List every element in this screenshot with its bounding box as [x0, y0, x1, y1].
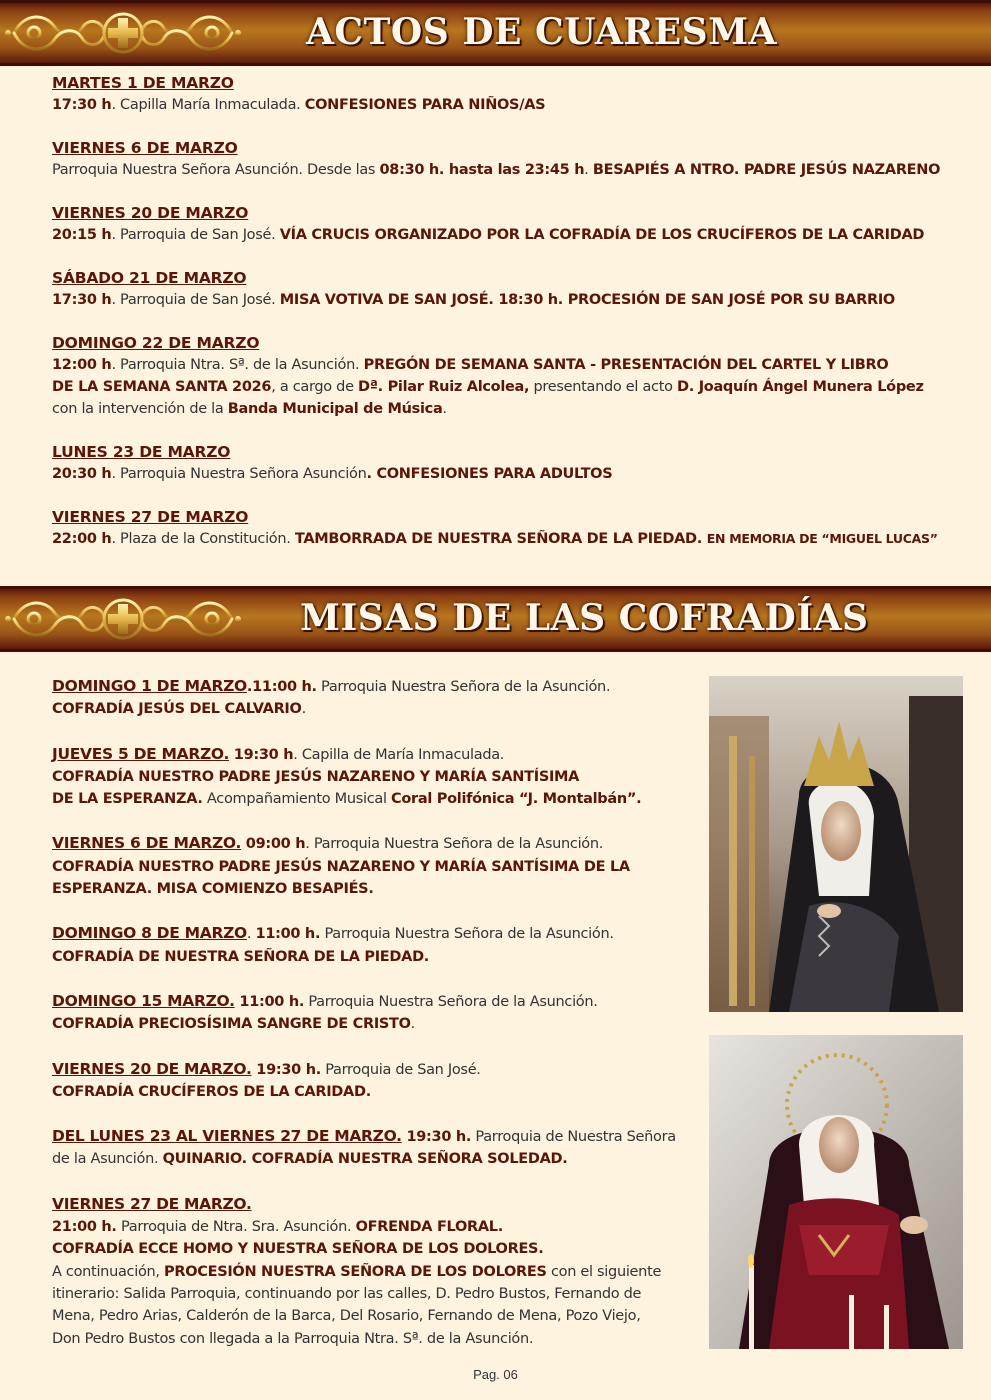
event-date: JUEVES 5 DE MARZO.: [52, 744, 230, 763]
event-highlight: 09:00 h: [241, 836, 306, 853]
event-highlight: COFRADÍA NUESTRO PADRE JESÚS NAZARENO Y MARÍA SANTÍSIMA: [52, 768, 580, 785]
event-highlight: COFRADÍA CRUCÍFEROS DE LA CARIDAD.: [52, 1083, 371, 1100]
ornament-icon: [4, 594, 242, 644]
event-text: Parroquia Nuestra Señora de la Asunción.: [316, 679, 611, 695]
event-text: Parroquia Nuestra Señora de la Asunción.: [304, 993, 598, 1010]
event-line: [52, 698, 702, 720]
event-highlight: Banda Municipal de Música: [227, 401, 443, 417]
event-line: [52, 1305, 702, 1327]
event-highlight: 08:30 h. hasta las 23:45 h: [379, 162, 585, 178]
event-highlight: COFRADÍA ECCE HOMO Y NUESTRA SEÑORA DE LOS DOLORES.: [52, 1241, 544, 1258]
event-highlight: BESAPIÉS A NTRO. PADRE JESÚS NAZARENO: [592, 162, 941, 178]
event-highlight: COFRADÍA JESÚS DEL CALVARIO: [52, 701, 302, 718]
event-highlight: COFRADÍA PRECIOSÍSIMA SANGRE DE CRISTO: [52, 1016, 411, 1033]
event-text: Parroquia Nuestra Señora de la Asunción.: [320, 926, 614, 943]
event-date: DOMINGO 22 DE MARZO: [52, 334, 260, 352]
event-date: DEL LUNES 23 AL VIERNES 27 DE MARZO.: [52, 1127, 402, 1146]
event-highlight: D. Joaquín Ángel Munera López: [677, 379, 924, 395]
mass-item: [52, 675, 702, 721]
event-item: [52, 332, 952, 420]
event-line: [52, 1283, 702, 1305]
event-item: [52, 506, 952, 550]
event-item: [52, 202, 952, 246]
event-line: [52, 1328, 702, 1350]
event-line: [52, 675, 702, 698]
event-line: [52, 94, 952, 116]
event-date: DOMINGO 8 DE MARZO: [52, 924, 247, 943]
event-highlight: 20:30 h: [52, 466, 112, 482]
event-highlight: VÍA CRUCIS ORGANIZADO POR LA COFRADÍA DE LOS CRUCÍFEROS DE LA CARIDAD: [279, 227, 925, 243]
event-date: DOMINGO 1 DE MARZO: [52, 677, 247, 695]
misas-list: [52, 675, 702, 1372]
event-line: [52, 832, 702, 855]
event-highlight: QUINARIO. COFRADÍA NUESTRA SEÑORA SOLEDAD.: [162, 1151, 568, 1168]
event-highlight: 22:00 h: [52, 531, 112, 547]
event-highlight: Dª. Pilar Ruiz Alcolea,: [358, 379, 530, 395]
event-line: [52, 922, 702, 945]
event-text: con el siguiente: [546, 1263, 662, 1280]
event-line: [52, 878, 702, 900]
event-highlight: 12:00 h: [52, 357, 112, 373]
section-banner-misas: [0, 586, 991, 652]
event-text: Parroquia de San José.: [320, 1061, 481, 1078]
event-line: [52, 224, 952, 246]
page-number: Pag. 06: [473, 1367, 518, 1382]
virgen-dolores-photo: [709, 1035, 963, 1349]
event-highlight: TAMBORRADA DE NUESTRA SEÑORA DE LA PIEDAD.: [294, 531, 707, 547]
event-text: . Parroquia Nuestra Señora Asunción: [111, 466, 367, 482]
event-date: LUNES 23 DE MARZO: [52, 443, 231, 461]
virgen-piedad-photo: [709, 676, 963, 1012]
event-line: [52, 398, 952, 420]
event-date: DOMINGO 15 MARZO.: [52, 991, 235, 1010]
event-text: .: [584, 162, 593, 178]
event-text: con la intervención de la: [52, 401, 228, 417]
event-text: . Plaza de la Constitución.: [111, 531, 295, 547]
event-line: [52, 289, 952, 311]
event-text: Don Pedro Bustos con llegada a la Parroquia Ntra. Sª. de la Asunción.: [52, 1330, 534, 1347]
event-highlight: Coral Polifónica “J. Montalbán”.: [391, 791, 642, 808]
event-text: A continuación,: [52, 1263, 165, 1280]
event-date: VIERNES 27 DE MARZO: [52, 508, 249, 526]
event-date: VIERNES 27 DE MARZO.: [52, 1194, 252, 1213]
event-text: . Parroquia Nuestra Señora de la Asunción.: [305, 836, 604, 853]
event-highlight: 21:00 h.: [52, 1219, 117, 1236]
event-highlight: ESPERANZA. MISA COMIENZO BESAPIÉS.: [52, 881, 374, 898]
event-text: presentando el acto: [529, 379, 677, 395]
mass-item: [52, 832, 702, 900]
event-text: . Parroquia de San José.: [111, 227, 280, 243]
mass-item: [52, 1125, 702, 1171]
event-highlight: PROCESIÓN NUESTRA SEÑORA DE LOS DOLORES: [164, 1263, 547, 1280]
event-highlight: CONFESIONES PARA NIÑOS/AS: [304, 97, 546, 113]
event-line: [52, 1216, 702, 1238]
ornament-icon: [4, 8, 242, 58]
event-highlight: 20:15 h: [52, 227, 112, 243]
event-text: , a cargo de: [271, 379, 358, 395]
event-highlight: 19:30 h: [229, 746, 294, 763]
event-highlight: MISA VOTIVA DE SAN JOSÉ. 18:30 h. PROCESIÓN DE SAN JOSÉ POR SU BARRIO: [279, 292, 895, 308]
event-text: Parroquia de Ntra. Sra. Asunción.: [116, 1219, 356, 1236]
actos-list: [52, 72, 952, 571]
event-highlight: OFRENDA FLORAL.: [355, 1219, 503, 1236]
mass-item: [52, 922, 702, 968]
mass-item: [52, 1058, 702, 1104]
event-item: [52, 137, 952, 181]
event-date: SÁBADO 21 DE MARZO: [52, 269, 247, 287]
section-title: MISAS DE LAS COFRADÍAS: [300, 597, 869, 639]
event-line: [52, 946, 702, 968]
mass-item: [52, 1193, 702, 1350]
event-highlight: 19:30 h.: [251, 1061, 321, 1078]
event-line: [52, 990, 702, 1013]
event-date: VIERNES 20 DE MARZO.: [52, 1059, 252, 1078]
event-line: [52, 463, 952, 485]
event-line: [52, 1058, 702, 1081]
event-text: Parroquia Nuestra Señora Asunción. Desde las: [52, 162, 380, 178]
event-highlight: 11:00 h.: [255, 926, 321, 943]
event-highlight: COFRADÍA DE NUESTRA SEÑORA DE LA PIEDAD.: [52, 948, 430, 965]
event-highlight: COFRADÍA NUESTRO PADRE JESÚS NAZARENO Y MARÍA SANTÍSIMA DE LA: [52, 858, 630, 875]
event-text: . Capilla María Inmaculada.: [111, 97, 305, 113]
event-highlight: DE LA SEMANA SANTA 2026: [52, 379, 272, 395]
event-text: Mena, Pedro Arias, Calderón de la Barca, Del Rosario, Fernando de Mena, Pozo Viejo,: [52, 1308, 641, 1325]
event-text: .: [246, 926, 256, 943]
event-line: [52, 1125, 702, 1148]
event-line: [52, 376, 952, 398]
event-highlight: 17:30 h: [52, 292, 112, 308]
event-date: VIERNES 6 DE MARZO.: [52, 834, 242, 853]
event-item: [52, 72, 952, 116]
event-highlight: .11:00 h.: [246, 679, 317, 695]
event-text: Parroquia de Nuestra Señora: [471, 1129, 676, 1146]
event-highlight: DE LA ESPERANZA.: [52, 791, 203, 808]
event-highlight: 19:30 h.: [401, 1129, 472, 1146]
event-line: [52, 354, 952, 376]
event-highlight: EN MEMORIA DE “MIGUEL LUCAS”: [706, 531, 938, 546]
event-highlight: 11:00 h.: [234, 993, 305, 1010]
event-highlight: . CONFESIONES PARA ADULTOS: [366, 466, 613, 482]
event-text: .: [442, 401, 447, 417]
event-line: [52, 1238, 702, 1260]
mass-item: [52, 743, 702, 811]
event-line: [52, 743, 702, 766]
event-line: [52, 1148, 702, 1170]
event-line: [52, 1081, 702, 1103]
event-item: [52, 441, 952, 485]
event-date: MARTES 1 DE MARZO: [52, 74, 234, 92]
event-line: [52, 159, 952, 181]
event-text: Acompañamiento Musical: [202, 791, 392, 808]
event-item: [52, 267, 952, 311]
event-line: [52, 1193, 702, 1216]
event-text: .: [301, 701, 306, 718]
event-text: . Parroquia de San José.: [111, 292, 280, 308]
event-line: [52, 528, 952, 550]
event-text: . Parroquia Ntra. Sª. de la Asunción.: [111, 357, 364, 373]
event-date: VIERNES 6 DE MARZO: [52, 139, 238, 157]
event-text: . Capilla de María Inmaculada.: [293, 746, 505, 763]
event-line: [52, 766, 702, 788]
event-text: de la Asunción.: [52, 1151, 163, 1168]
event-text: .: [410, 1016, 415, 1033]
mass-item: [52, 990, 702, 1036]
event-text: itinerario: Salida Parroquia, continuando por las calles, D. Pedro Bustos, Fernando de: [52, 1285, 642, 1302]
section-banner-actos: [0, 0, 991, 66]
event-highlight: 17:30 h: [52, 97, 112, 113]
section-title: ACTOS DE CUARESMA: [306, 11, 777, 53]
event-line: [52, 1013, 702, 1035]
event-line: [52, 788, 702, 810]
event-date: VIERNES 20 DE MARZO: [52, 204, 249, 222]
event-line: [52, 1261, 702, 1283]
event-highlight: PREGÓN DE SEMANA SANTA - PRESENTACIÓN DEL CARTEL Y LIBRO: [363, 357, 889, 373]
event-line: [52, 856, 702, 878]
